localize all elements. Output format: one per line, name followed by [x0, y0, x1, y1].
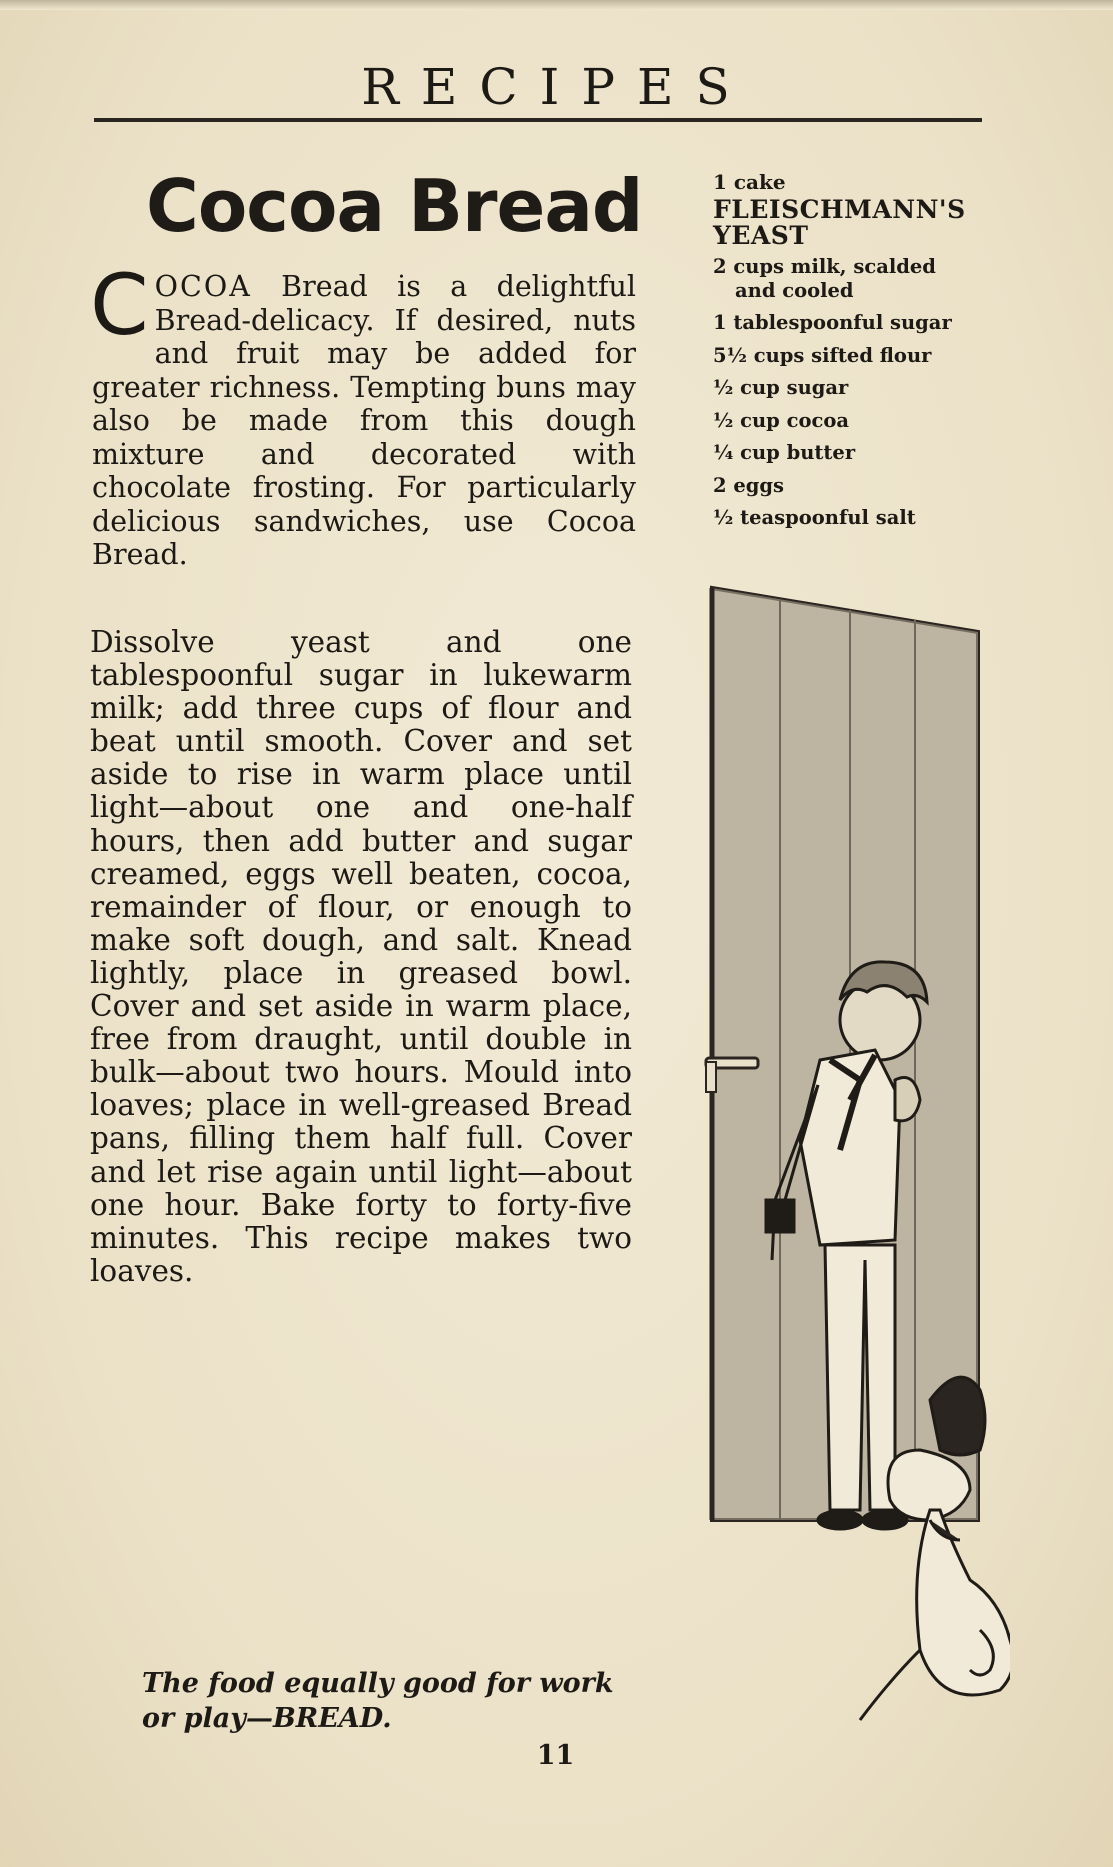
method-paragraph: Dissolve yeast and one tablespoonful sugar in lukewarm milk; add three cups of flour and beat until smooth. Cover and set aside to rise in warm place until light—about one and one-half hours, then add butter and sugar creamed, eggs well beaten, cocoa, remainder of flour, or enough to make soft dough, and salt. Knead lightly, place in greased bowl. Cover and set aside in warm place, free from draught, until double in bulk—about two hours. Mould into loaves; place in well-greased Bread pans, filling them half full. Cover and let rise again until light—about one hour. Bake forty to forty-five minutes. This recipe makes two loaves.	[90, 625, 632, 1288]
ingredient-text: ¼ cup butter	[713, 441, 856, 464]
ingredient-item	[713, 441, 1013, 465]
ingredient-text: 2 cups milk, scalded	[713, 255, 936, 278]
ingredient-item	[713, 506, 1013, 530]
ingredients-list	[713, 170, 1013, 539]
ingredient-text: ½ teaspoonful salt	[713, 506, 916, 529]
slogan-line-1: The food equally good for work	[142, 1668, 614, 1699]
running-head: RECIPES	[361, 58, 752, 116]
intro-paragraph	[90, 256, 636, 572]
ingredient-text: ½ cup sugar	[713, 376, 849, 399]
ingredient-item	[713, 376, 1013, 400]
ingredient-item	[713, 311, 1013, 335]
ingredient-text: 1 tablespoonful sugar	[713, 311, 952, 334]
ingredient-continuation: and cooled	[735, 278, 854, 302]
page-number-text: 11	[536, 1740, 575, 1771]
ingredient-item	[713, 474, 1013, 498]
page-top-edge	[0, 0, 1113, 10]
ingredient-item	[713, 255, 1013, 302]
intro-text: Bread is a delightful Bread-delicacy. If desired, nuts and fruit may be added for greater richness. Tempting buns may also be made from this dough mixture and decorated with chocolate frosting. For particularly delicious sandwiches, use Cocoa Bread.	[92, 270, 636, 571]
ingredient-text: ½ cup cocoa	[713, 408, 849, 432]
ingredient-items	[713, 255, 1013, 530]
ingredient-text: 5½ cups sifted flour	[713, 343, 932, 367]
slogan-line-2: or play—BREAD.	[142, 1703, 392, 1734]
ingredient-item	[713, 409, 1013, 433]
page-number	[0, 1740, 1113, 1771]
ingredient-yeast-quantity: 1 cake	[713, 170, 786, 194]
ingredient-item	[713, 344, 1013, 368]
intro-smallcaps: OCOA	[154, 270, 252, 303]
header-rule	[94, 118, 982, 122]
ingredient-yeast-brand: FLEISCHMANN'S YEAST	[713, 195, 966, 250]
drop-cap: C	[90, 256, 149, 354]
slogan	[142, 1666, 614, 1736]
boy-and-dog-illustration	[700, 580, 1010, 1740]
recipe-title: Cocoa Bread	[146, 164, 643, 248]
ingredient-text: 2 eggs	[713, 473, 785, 497]
